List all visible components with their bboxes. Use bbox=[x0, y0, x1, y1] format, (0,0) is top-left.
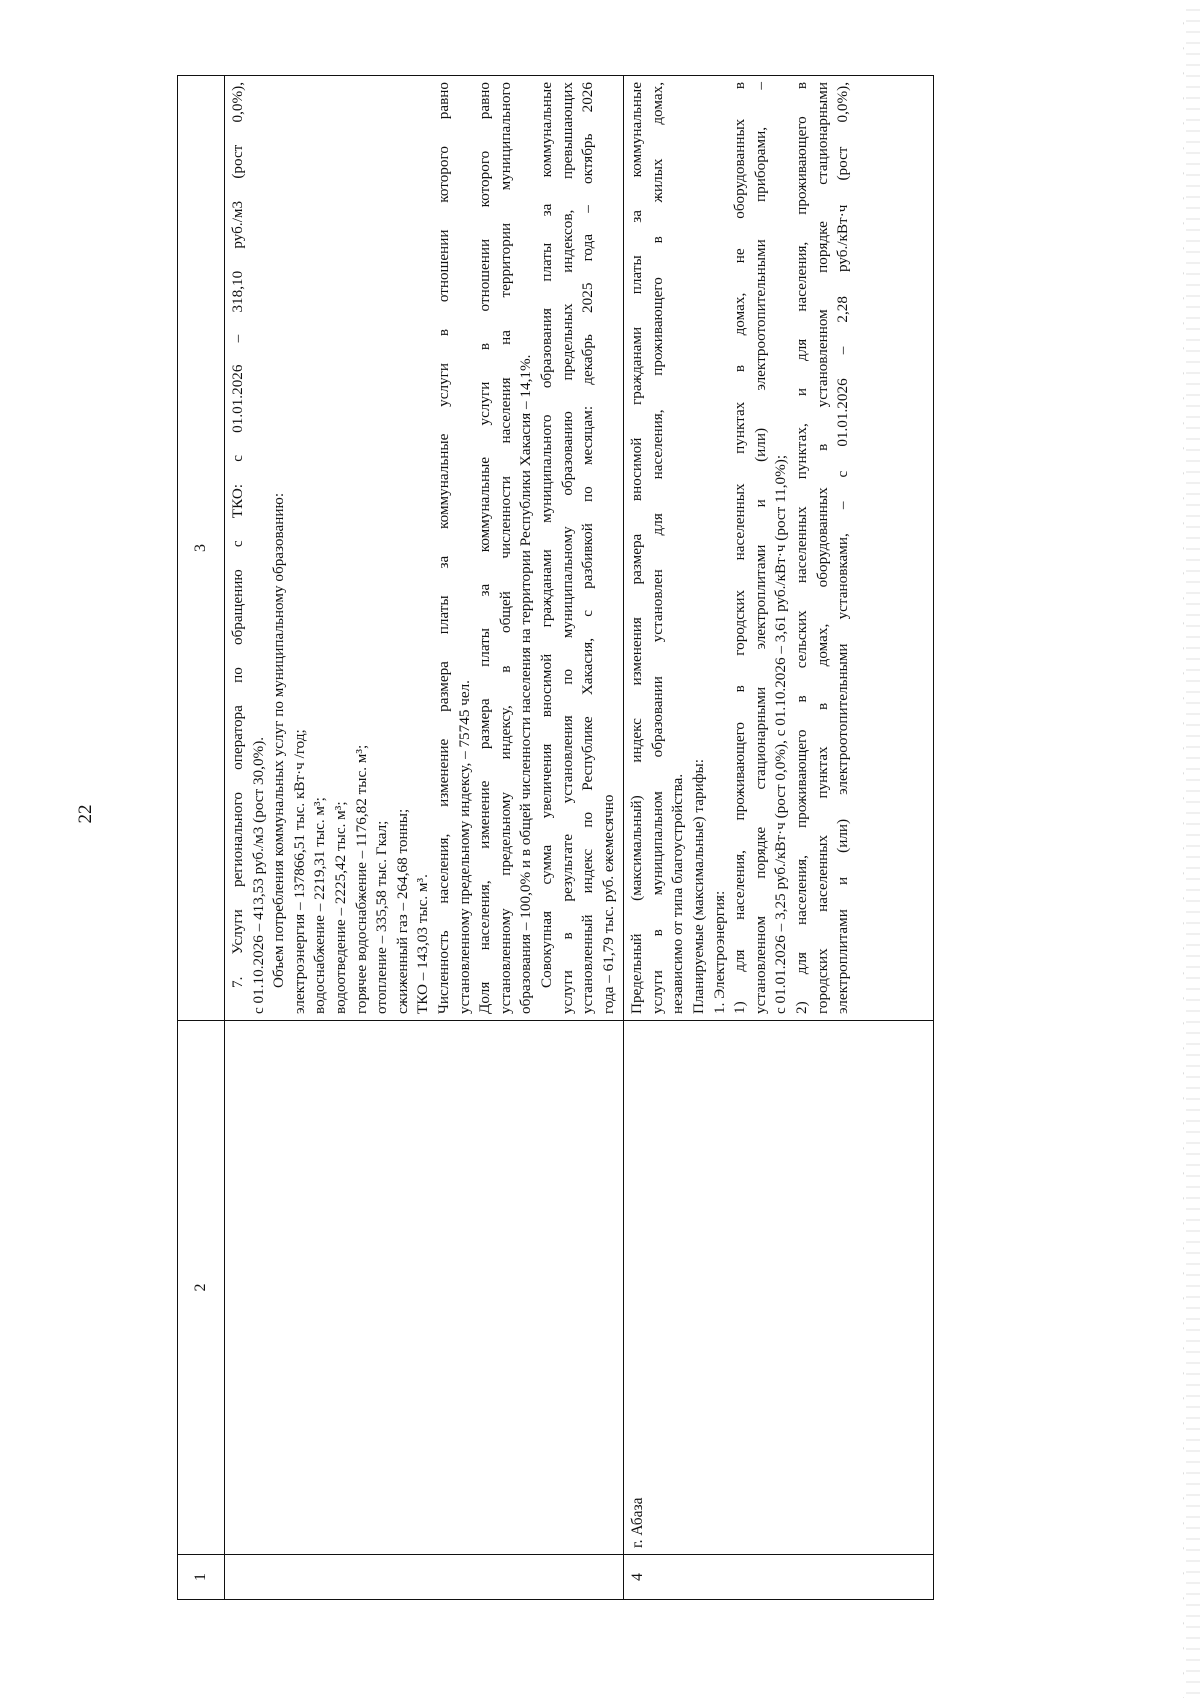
row-number-cell bbox=[225, 1555, 624, 1600]
text-line: горячее водоснабжение – 1176,82 тыс. м³; bbox=[352, 744, 370, 1014]
text-line: водоснабжение – 2219,31 тыс. м³; bbox=[311, 797, 329, 1014]
rotated-table-frame bbox=[177, 75, 852, 1600]
text-line: 7. Услуги регионального оператора по обращению с ТКО: с 01.01.2026 – 318,10 руб./м3 (рост 0,0%), bbox=[229, 82, 246, 988]
text-line: сжиженный газ – 264,68 тонны; bbox=[393, 808, 411, 1014]
row-number-cell: 4 bbox=[624, 1555, 934, 1600]
text-line: Предельный (максимальный) индекс изменения размера вносимой гражданами платы за коммунальные bbox=[628, 82, 646, 1014]
text-line: с 01.10.2026 – 413,53 руб./м3 (рост 30,0%). bbox=[249, 736, 267, 1014]
text-line: городских населенных пунктах в домах, оборудованных в установленном порядке стационарными bbox=[813, 82, 831, 1014]
text-line: услуги в муниципальном образовании установлен для населения, проживающего в жилых домах, bbox=[648, 82, 666, 1014]
municipality-cell bbox=[225, 1021, 624, 1555]
header-col-3: 3 bbox=[178, 76, 225, 1021]
text-line: независимо от типа благоустройства. bbox=[669, 773, 687, 1014]
text-line: образования – 100,0% и в общей численности населения на территории Республики Хакасия – 14,1%. bbox=[517, 354, 535, 1014]
municipality-cell: г. Абаза bbox=[624, 1021, 934, 1555]
text-line: Планируемые (максимальные) тарифы: bbox=[690, 759, 708, 1014]
text-line: установленном порядке стационарными электроплитами и (или) электроотопительными приборами, – bbox=[751, 82, 769, 1014]
description-cell bbox=[225, 76, 624, 1021]
text-line: Объем потребления коммунальных услуг по муниципальному образованию: bbox=[270, 492, 288, 988]
table-row bbox=[225, 76, 624, 1600]
header-col-2: 2 bbox=[178, 1021, 225, 1555]
text-line: установленному предельному индексу, – 75745 чел. bbox=[455, 680, 473, 1014]
text-line: с 01.01.2026 – 3,25 руб./кВт·ч (рост 0,0%), с 01.10.2026 – 3,61 руб./кВт·ч (рост 11,0%); bbox=[772, 454, 790, 1014]
text-line: водоотведение – 2225,42 тыс. м³; bbox=[331, 801, 349, 1014]
header-col-1: 1 bbox=[178, 1555, 225, 1600]
text-line: услуги в результате установления по муниципальному образованию предельных индексов, превышающих bbox=[558, 82, 576, 1014]
table-row bbox=[624, 76, 934, 1600]
page-number: 22 bbox=[75, 804, 96, 824]
text-line: отопление – 335,58 тыс. Гкал; bbox=[373, 820, 391, 1014]
text-line: 1) для населения, проживающего в городских населенных пунктах в домах, не оборудованных в bbox=[731, 82, 749, 1014]
text-line: Совокупная сумма увеличения вносимой гражданами муниципального образования платы за коммунальные bbox=[537, 82, 555, 988]
text-line: электроэнергия – 137866,51 тыс. кВт·ч /год; bbox=[290, 729, 308, 1014]
text-line: Доля населения, изменение размера платы за коммунальные услуги в отношении которого равно bbox=[476, 82, 494, 1014]
text-line: установленный индекс по Республике Хакасия, с разбивкой по месяцам: декабрь 2025 года – октябрь 2026 bbox=[579, 82, 597, 1014]
text-line: установленному предельному индексу, в общей численности населения на территории муниципального bbox=[496, 82, 514, 1014]
text-line: года – 61,79 тыс. руб. ежемесячно bbox=[599, 794, 617, 1014]
table-header-row bbox=[178, 76, 225, 1600]
scan-edge-noise bbox=[1186, 0, 1200, 1698]
text-line: электроплитами и (или) электроотопительными установками, – с 01.01.2026 – 2,28 руб./кВт·ч (рост 0,0%), bbox=[834, 82, 852, 1014]
text-line: 1. Электроэнергия: bbox=[710, 890, 728, 1014]
text-line: 2) для населения, проживающего в сельских населенных пунктах, и для населения, проживающего в bbox=[793, 82, 811, 1014]
text-line: ТКО – 143,03 тыс. м³. bbox=[414, 874, 432, 1014]
scan-edge-line bbox=[1183, 0, 1184, 1698]
tariff-table bbox=[177, 75, 934, 1600]
text-line: Численность населения, изменение размера платы за коммунальные услуги в отношении которого равно bbox=[434, 82, 452, 1014]
description-cell bbox=[624, 76, 934, 1021]
